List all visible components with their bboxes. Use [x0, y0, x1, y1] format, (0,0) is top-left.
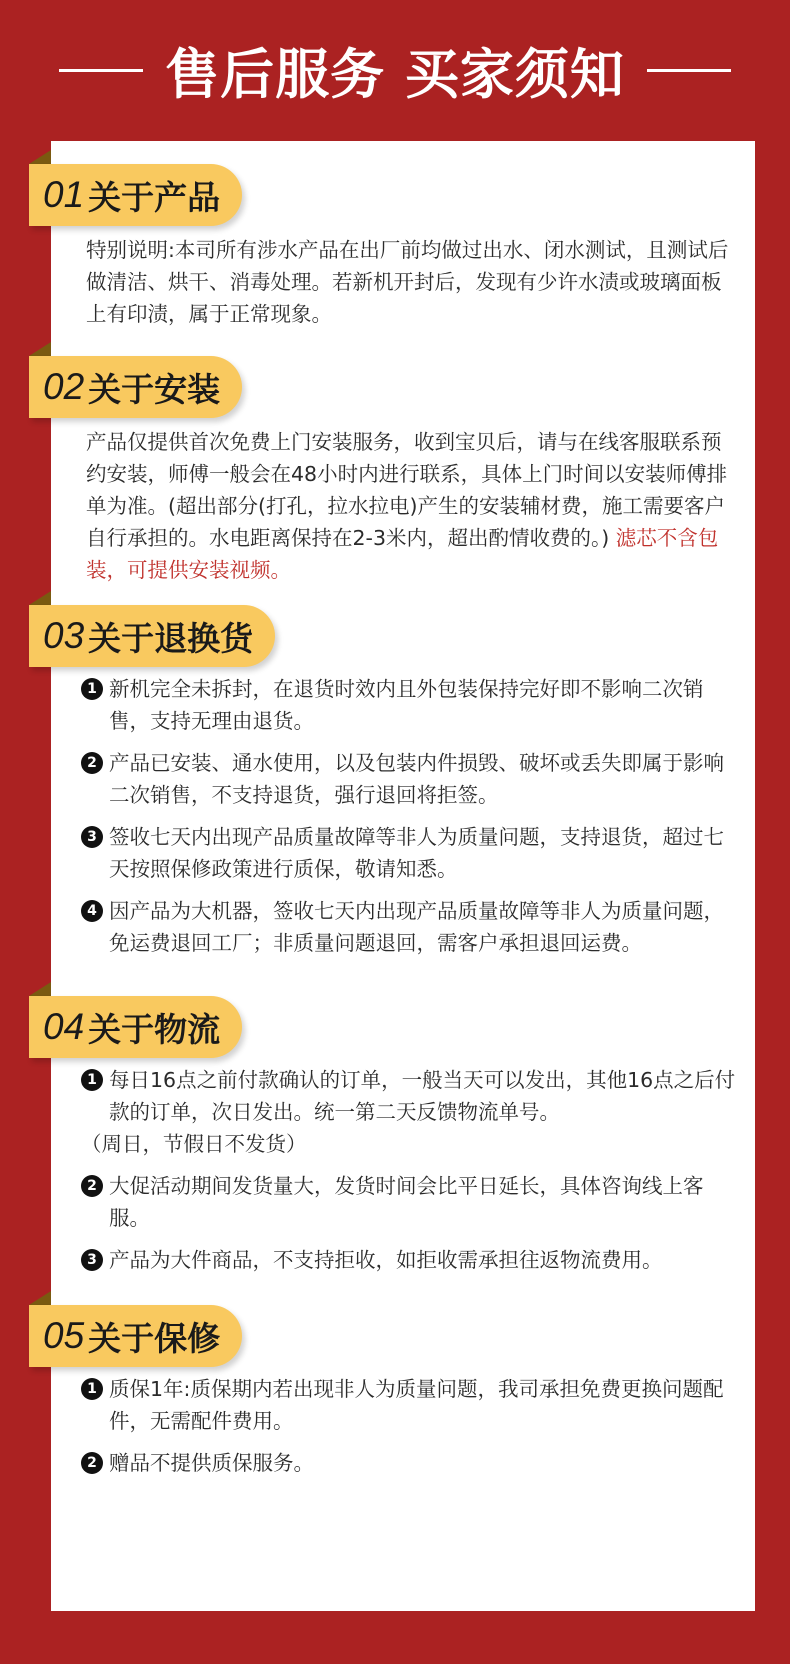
number-badge: 1	[81, 1378, 103, 1400]
number-badge: 3	[81, 1249, 103, 1271]
list-item-text: 因产品为大机器，签收七天内出现产品质量故障等非人为质量问题，免运费退回工厂；非质量问题退回，需客户承担退回运费。	[109, 899, 724, 955]
list-item-text: 质保1年:质保期内若出现非人为质量问题，我司承担免费更换问题配件，无需配件费用。	[109, 1377, 724, 1433]
page-header	[0, 0, 790, 140]
highlight-text: 滤芯不含包装，可提供安装视频。	[86, 526, 719, 582]
section-tab	[29, 605, 275, 667]
list-item-text: 新机完全未拆封，在退货时效内且外包装保持完好即不影响二次销售，支持无理由退货。	[109, 677, 704, 733]
list-item-text: 每日16点之前付款确认的订单，一般当天可以发出，其他16点之后付款的订单，次日发出。统一第二天反馈物流单号。	[109, 1068, 736, 1124]
section-number: 05	[43, 1315, 85, 1356]
section-tab	[29, 356, 242, 418]
number-badge: 2	[81, 1452, 103, 1474]
header-right-line	[647, 69, 731, 72]
list-item-text: 产品已安装、通水使用，以及包装内件损毁、破坏或丢失即属于影响二次销售，不支持退货，强行退回将拒签。	[109, 751, 724, 807]
list-item-text: 大促活动期间发货量大，发货时间会比平日延长，具体咨询线上客服。	[109, 1174, 704, 1230]
section-list	[81, 673, 741, 969]
section-number: 03	[43, 615, 85, 656]
number-badge: 4	[81, 900, 103, 922]
list-item	[81, 821, 741, 885]
section-number: 01	[43, 174, 85, 215]
number-badge: 3	[81, 826, 103, 848]
section-title: 关于退换货	[88, 618, 254, 658]
section-title: 关于物流	[88, 1009, 221, 1049]
section-number: 04	[43, 1006, 85, 1047]
tab-fold	[29, 342, 51, 356]
list-item	[81, 1373, 741, 1437]
tab-fold	[29, 150, 51, 164]
section-list	[81, 1064, 741, 1286]
list-item	[81, 895, 741, 959]
list-item	[81, 1064, 741, 1128]
list-item	[81, 673, 741, 737]
section-title: 关于产品	[88, 177, 221, 217]
list-item	[81, 1244, 741, 1276]
section-tab	[29, 164, 242, 226]
shipping-note: （周日，节假日不发货）	[81, 1132, 307, 1156]
list-item-text: 签收七天内出现产品质量故障等非人为质量问题，支持退货，超过七天按照保修政策进行质保，敬请知悉。	[109, 825, 724, 881]
number-badge: 1	[81, 678, 103, 700]
tab-fold	[29, 591, 51, 605]
section-text: 特别说明:本司所有涉水产品在出厂前均做过出水、闭水测试，且测试后做清洁、烘干、消毒处理。若新机开封后，发现有少许水渍或玻璃面板上有印渍，属于正常现象。	[86, 238, 729, 326]
number-badge: 2	[81, 752, 103, 774]
notice-card	[43, 141, 755, 1611]
tab-fold	[29, 982, 51, 996]
section-list	[81, 1373, 741, 1489]
section-tab	[29, 1305, 242, 1367]
header-left-line	[59, 69, 143, 72]
section-text-block	[86, 426, 736, 586]
section-title: 关于安装	[88, 369, 221, 409]
section-number: 02	[43, 366, 85, 407]
list-item	[81, 1447, 741, 1479]
list-item-text: 赠品不提供质保服务。	[109, 1451, 314, 1475]
number-badge: 1	[81, 1069, 103, 1091]
list-item	[81, 747, 741, 811]
list-item	[81, 1170, 741, 1234]
section-tab	[29, 996, 242, 1058]
page-title: 售后服务 买家须知	[165, 42, 625, 106]
section-title: 关于保修	[88, 1318, 221, 1358]
list-item-text: 产品为大件商品，不支持拒收，如拒收需承担往返物流费用。	[109, 1248, 663, 1272]
number-badge: 2	[81, 1175, 103, 1197]
section-text: 产品仅提供首次免费上门安装服务，收到宝贝后，请与在线客服联系预约安装，师傅一般会在48小时内进行联系，具体上门时间以安装师傅排单为准。(超出部分(打孔，拉水拉电)产生的安装辅材费，施工需要客户自行承担的。水电距离保持在2-3米内，超出酌情收费的。)	[86, 430, 728, 550]
tab-fold	[29, 1291, 51, 1305]
